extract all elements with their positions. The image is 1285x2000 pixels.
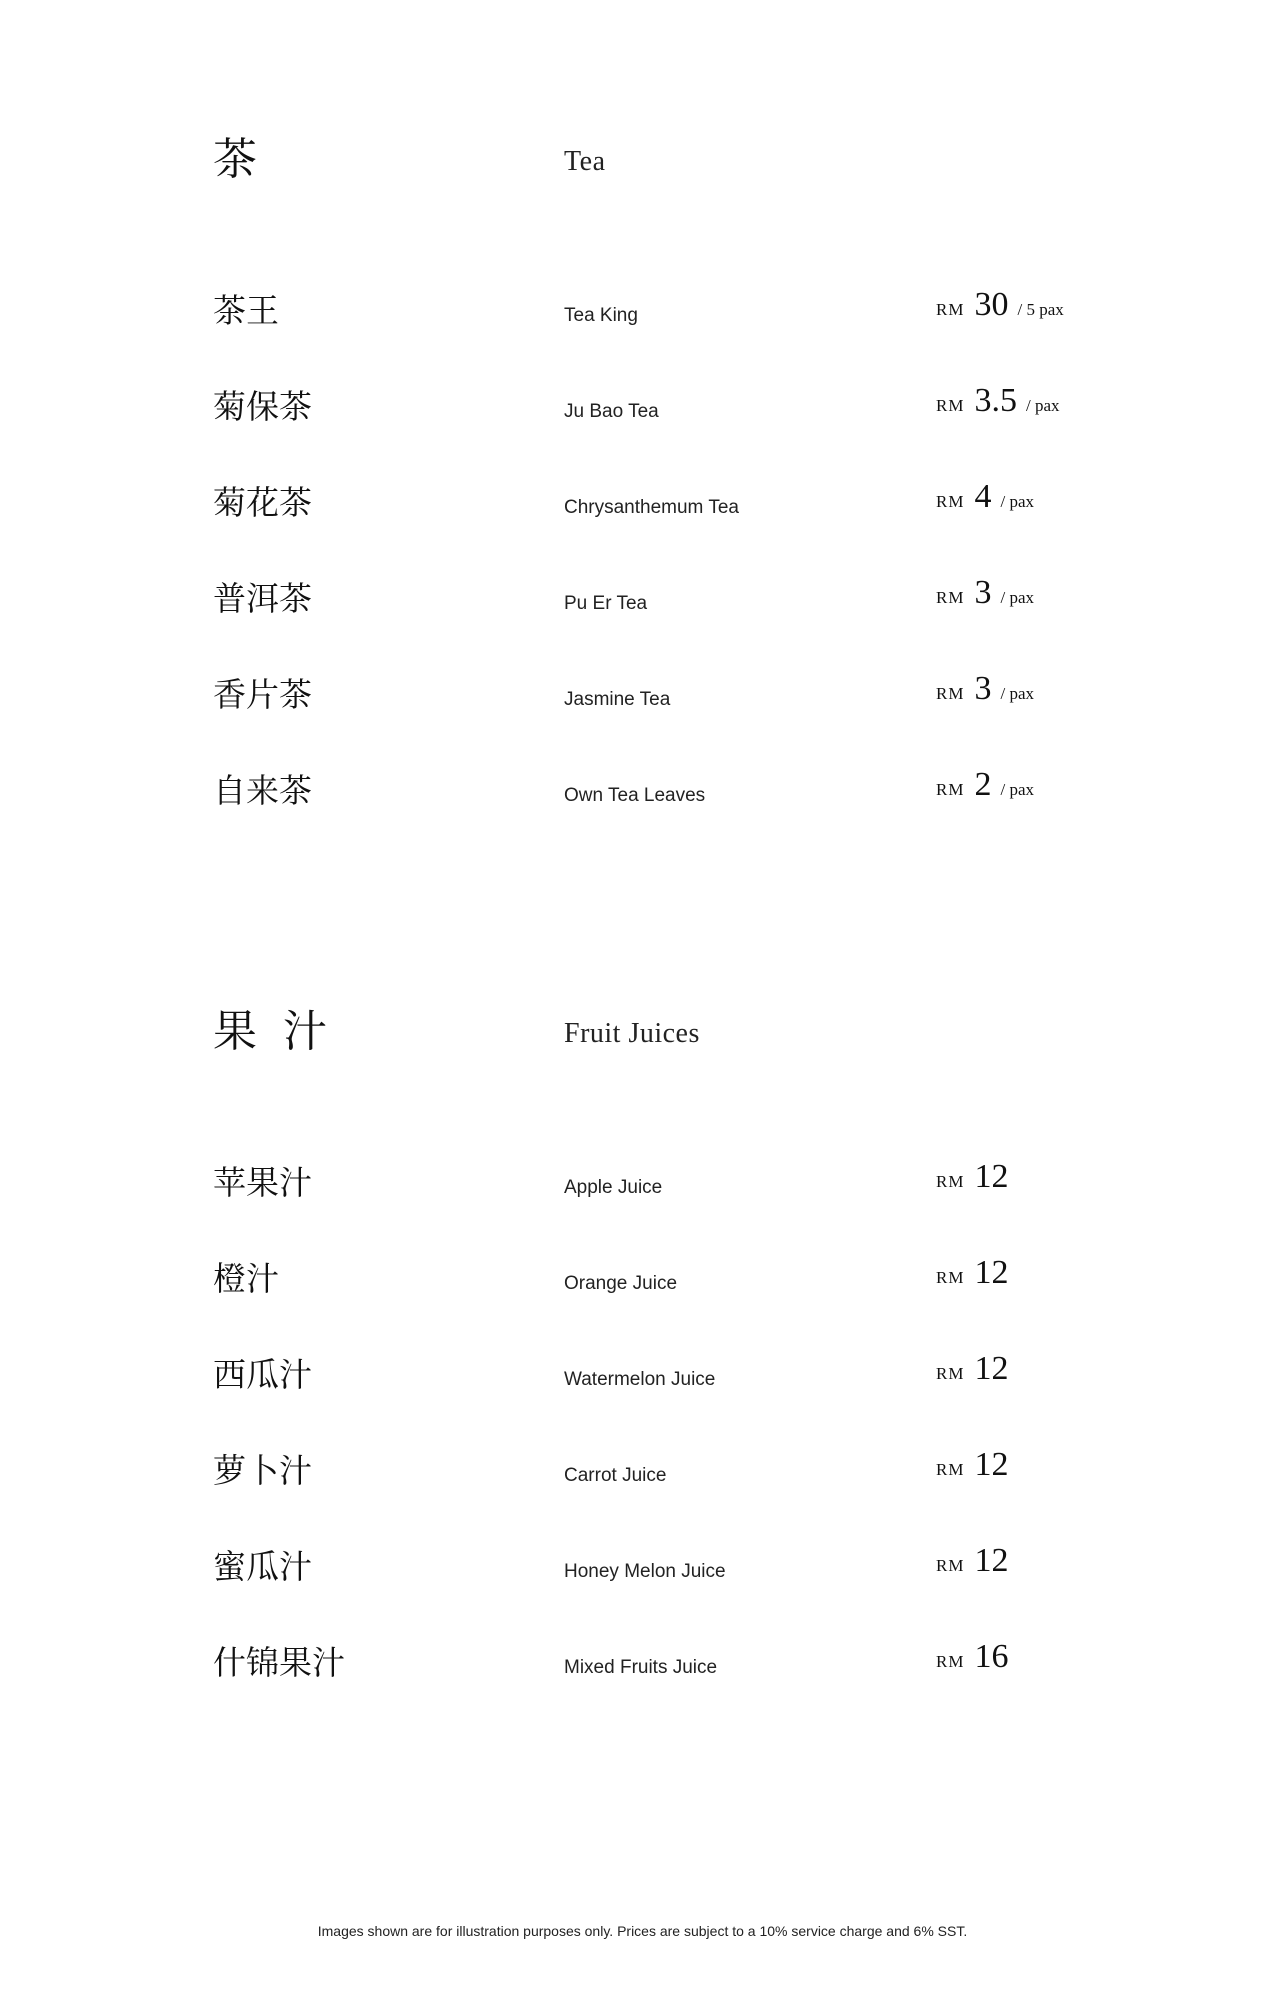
price-amount: 2 [974, 766, 992, 803]
price-amount: 4 [974, 478, 992, 515]
item-price [936, 478, 1034, 516]
price-currency: RM [936, 492, 965, 511]
menu-item-tea-king [213, 286, 1113, 346]
item-chinese-name: 菊保茶 [213, 387, 312, 426]
price-currency: RM [936, 684, 965, 703]
item-chinese-name: 香片茶 [213, 675, 312, 714]
price-amount: 30 [974, 286, 1009, 323]
price-unit: / pax [1000, 684, 1034, 703]
price-currency: RM [936, 780, 965, 799]
price-amount: 12 [974, 1446, 1009, 1483]
menu-item-honey-melon-juice [213, 1542, 1113, 1602]
item-chinese-name: 自来茶 [213, 771, 312, 810]
price-amount: 3.5 [974, 382, 1017, 419]
item-english-name: Ju Bao Tea [564, 401, 659, 422]
item-english-name: Orange Juice [564, 1273, 678, 1294]
price-currency: RM [936, 396, 965, 415]
item-price [936, 1542, 1008, 1580]
price-currency: RM [936, 300, 965, 319]
price-currency: RM [936, 588, 965, 607]
item-price [936, 1158, 1008, 1196]
menu-item-mixed-fruits-juice [213, 1638, 1113, 1698]
item-chinese-name: 萝卜汁 [213, 1451, 312, 1490]
item-english-name: Apple Juice [564, 1177, 663, 1198]
price-currency: RM [936, 1172, 965, 1191]
price-currency: RM [936, 1460, 965, 1479]
item-english-name: Mixed Fruits Juice [564, 1657, 718, 1678]
item-chinese-name: 橙汁 [213, 1259, 279, 1298]
price-unit: / pax [1000, 588, 1034, 607]
price-amount: 12 [974, 1254, 1009, 1291]
price-amount: 3 [974, 574, 992, 611]
menu-item-orange-juice [213, 1254, 1113, 1314]
menu-item-jasmine-tea [213, 670, 1113, 730]
price-currency: RM [936, 1364, 965, 1383]
item-price [936, 766, 1034, 804]
item-price [936, 1638, 1008, 1676]
item-english-name: Own Tea Leaves [564, 785, 706, 806]
footer-disclaimer: Images shown are for illustration purposes only. Prices are subject to a 10% service charge and 6% SST. [317, 1923, 968, 1939]
item-price [936, 670, 1034, 708]
price-unit: / 5 pax [1017, 300, 1064, 319]
item-chinese-name: 什锦果汁 [213, 1643, 345, 1682]
menu-item-own-tea-leaves [213, 766, 1113, 826]
tea-section-heading [213, 130, 1113, 200]
item-english-name: Carrot Juice [564, 1465, 667, 1486]
item-chinese-name: 普洱茶 [213, 579, 312, 618]
item-english-name: Chrysanthemum Tea [564, 497, 739, 518]
item-price [936, 1350, 1008, 1388]
item-price [936, 1446, 1008, 1484]
price-amount: 12 [974, 1158, 1009, 1195]
price-currency: RM [936, 1652, 965, 1671]
menu-item-ju-bao-tea [213, 382, 1113, 442]
item-price [936, 574, 1034, 612]
item-english-name: Pu Er Tea [564, 593, 648, 614]
juices-section-heading [213, 1002, 1113, 1072]
price-amount: 3 [974, 670, 992, 707]
item-price [936, 1254, 1008, 1292]
item-chinese-name: 茶王 [213, 291, 279, 330]
tea-heading-chinese: 茶 [213, 134, 263, 185]
juices-heading-chinese: 果 汁 [213, 1006, 333, 1057]
price-amount: 16 [974, 1638, 1009, 1675]
item-chinese-name: 苹果汁 [213, 1163, 312, 1202]
tea-heading-english: Tea [564, 146, 606, 177]
item-english-name: Jasmine Tea [564, 689, 671, 710]
menu-item-chrysanthemum-tea [213, 478, 1113, 538]
item-chinese-name: 西瓜汁 [213, 1355, 312, 1394]
item-price [936, 286, 1064, 324]
price-currency: RM [936, 1268, 965, 1287]
menu-item-watermelon-juice [213, 1350, 1113, 1410]
item-chinese-name: 菊花茶 [213, 483, 312, 522]
price-amount: 12 [974, 1350, 1009, 1387]
price-unit: / pax [1000, 780, 1034, 799]
price-amount: 12 [974, 1542, 1009, 1579]
price-currency: RM [936, 1556, 965, 1575]
item-english-name: Tea King [564, 305, 638, 326]
price-unit: / pax [1000, 492, 1034, 511]
item-chinese-name: 蜜瓜汁 [213, 1547, 312, 1586]
item-english-name: Watermelon Juice [564, 1369, 716, 1390]
menu-item-apple-juice [213, 1158, 1113, 1218]
menu-item-pu-er-tea [213, 574, 1113, 634]
juices-heading-english: Fruit Juices [564, 1018, 700, 1049]
item-price [936, 382, 1060, 420]
price-unit: / pax [1025, 396, 1060, 415]
menu-item-carrot-juice [213, 1446, 1113, 1506]
item-english-name: Honey Melon Juice [564, 1561, 726, 1582]
